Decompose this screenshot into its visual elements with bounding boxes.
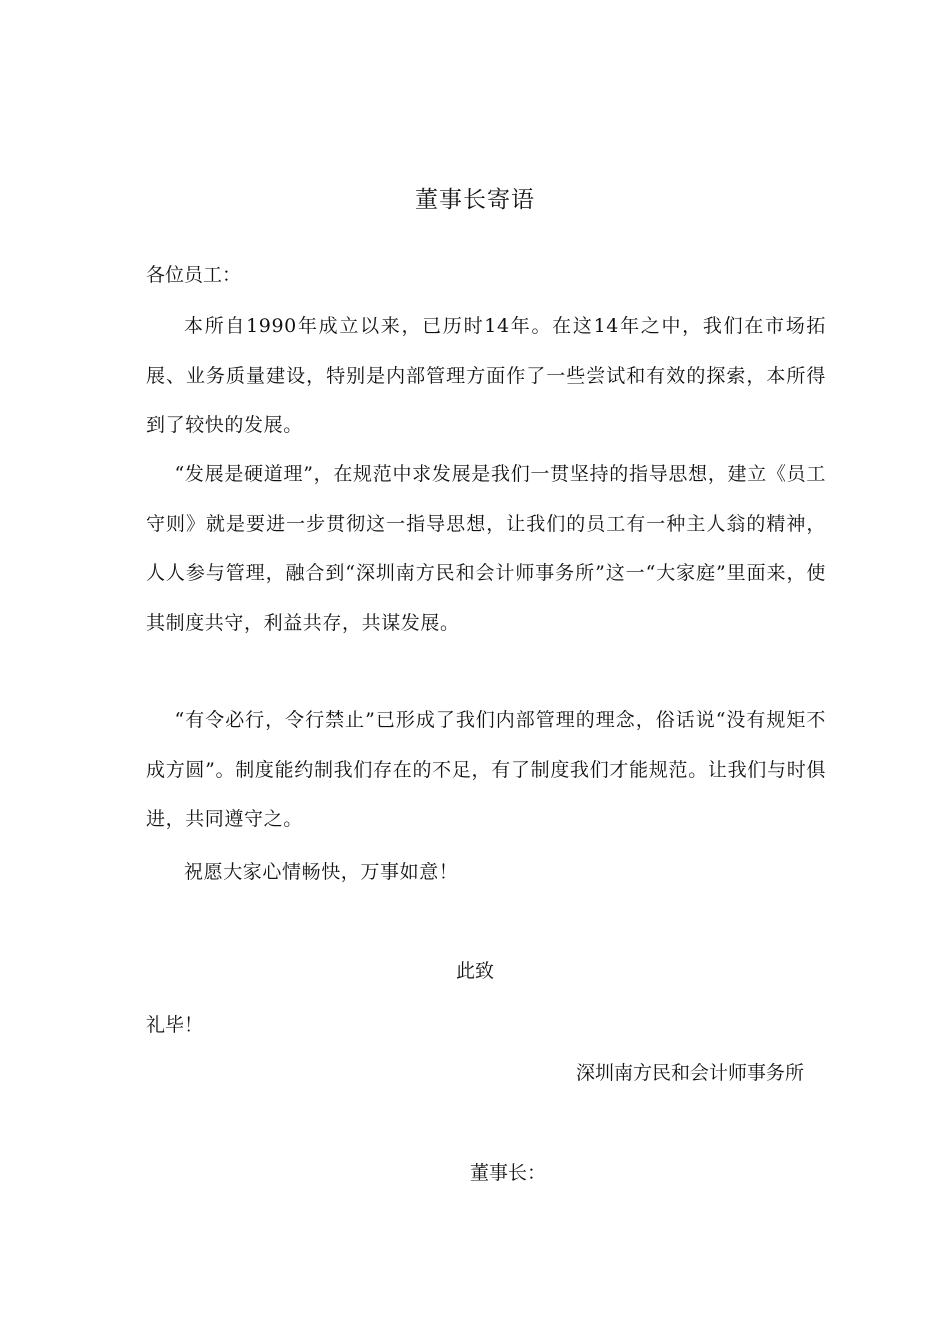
paragraph-development: “发展是硬道理”，在规范中求发展是我们一贯坚持的指导思想，建立《员工守则》就是要进一步贯彻这一指导思想，让我们的员工有一种主人翁的精神，人人参与管理，融合到“深圳南方民和会计师事务所”这一“大家庭”里面来，使其制度共守，利益共存，共谋发展。 [146,463,826,634]
paragraph-rules: “有令必行，令行禁止”已形成了我们内部管理的理念，俗话说“没有规矩不成方圆”。制度能约制我们存在的不足，有了制度我们才能规范。让我们与时俱进，共同遵守之。 [146,709,826,830]
paragraph-history: 本所自1990年成立以来，已历时14年。在这14年之中，我们在市场拓展、业务质量建设，特别是内部管理方面作了一些尝试和有效的探索，本所得到了较快的发展。 [146,315,826,436]
page-title: 董事长寄语 [415,187,535,213]
salutation: 各位员工： [146,264,242,286]
paragraph-wishes: 祝愿大家心情畅快，万事如意！ [184,861,459,883]
signer-label: 董事长： [470,1162,547,1184]
farewell-phrase: 礼毕！ [146,1014,204,1036]
closing-phrase: 此致 [455,960,494,982]
organization-name: 深圳南方民和会计师事务所 [575,1062,804,1084]
